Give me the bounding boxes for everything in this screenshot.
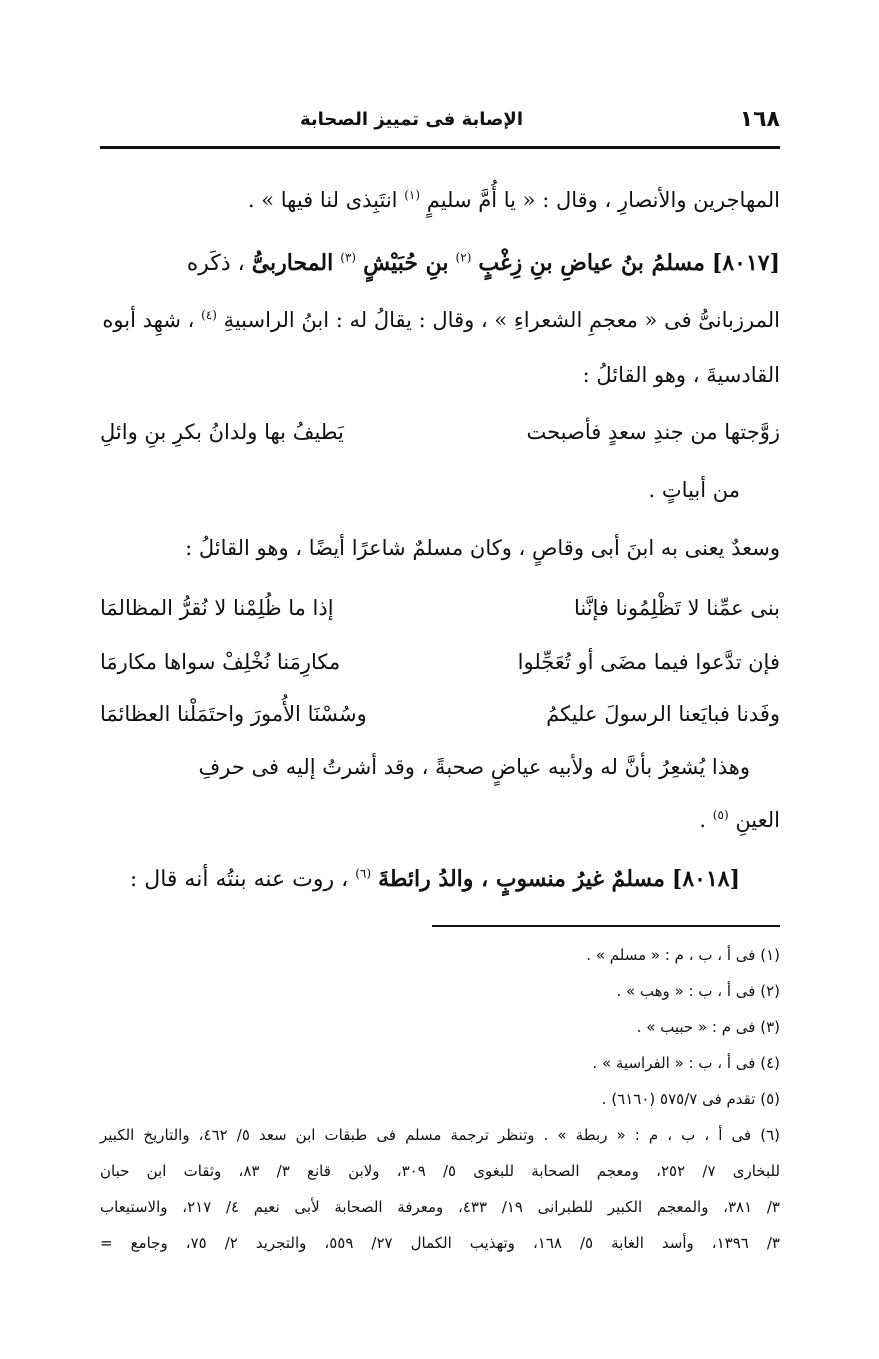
verse-3: [100, 650, 780, 674]
verse-1-second-hemistich: يَطيفُ بها ولدانُ بكرِ بنِ وائلِ: [100, 420, 344, 444]
verse-1: [100, 420, 780, 444]
text-line-7: وسعدٌ يعنى به ابنَ أبى وقاصٍ ، وكان مسلمٌ شاعرًا أيضًا ، وهو القائلُ :: [185, 536, 780, 560]
page-number: ١٦٨: [739, 106, 780, 132]
text-line-3: المرزبانىُّ فى « معجمِ الشعراءِ » ، وقال : يقالُ له : ابنُ الراسبيةِ $^{(٤)}$ ، شهِد أبوه: [102, 308, 780, 332]
verse-2-first-hemistich: بنى عمِّنا لا تَظْلِمُونا فإنَّنا: [573, 596, 780, 620]
verse-2-second-hemistich: إذا ما ظُلِمْنا لا نُقرُّ المظالمَا: [100, 596, 334, 620]
running-title: الإصابة فى تمييز الصحابة: [300, 108, 523, 130]
page-header: [100, 100, 780, 138]
verse-3-second-hemistich: مكارِمَنا نُخْلِفْ سواها مكارمَا: [100, 650, 341, 674]
header-rule: [100, 146, 780, 149]
footnote-4: (٤) فى أ ، ب : « الفراسية » .: [592, 1054, 780, 1072]
text-line-1: المهاجرين والأنصارِ ، وقال : « يا أُمَّ سليمٍ $^{(١)}$ انتَبِذى لنا فيها » .: [247, 188, 780, 212]
footnote-6-line-1: (٦) فى أ ، ب ، م : « ربطة » . وتنظر ترجمة مسلم فى طبقات ابن سعد ٥/ ٤٦٢، والتاريخ الكبير: [100, 1126, 780, 1144]
verse-1-first-hemistich: زوَّجتها من جندِ سعدٍ فأصبحت: [526, 420, 780, 444]
text-line-4: القادسيةَ ، وهو القائلُ :: [582, 363, 780, 387]
footnote-5: (٥) تقدم فى ٥٧٥/٧ (٦١٦٠) .: [601, 1090, 780, 1108]
verse-4: [100, 702, 780, 726]
footnote-ref-1: (١): [404, 188, 421, 202]
footnote-1: (١) فى أ ، ب ، م : « مسلم » .: [586, 946, 780, 964]
text-line-12: العينِ $^{(٥)}$ .: [699, 808, 780, 832]
text-line-6: من أبياتٍ .: [648, 478, 740, 502]
footnote-6-line-3: ٣/ ٣٨١، والمعجم الكبير للطبرانى ١٩/ ٤٣٣، ومعرفة الصحابة لأبى نعيم ٤/ ٢١٧، والاستيعاب: [100, 1198, 780, 1216]
verse-3-first-hemistich: فإن تدَّعوا فيما مضَى أو تُعَجِّلوا: [517, 650, 780, 674]
entry-8018-heading: [٨٠١٨] مسلمٌ غيرُ منسوبٍ ، والدُ رائطةَ $^{(٦)}$ ، روت عنه بنتُه أنه قال :: [129, 866, 740, 892]
footnote-rule: [432, 925, 780, 927]
entry-number: [٨٠١٨]: [671, 866, 740, 892]
text-line-11: وهذا يُشعِرُ بأنَّ له ولأبيه عياضٍ صحبةً ، وقد أشرتُ إليه فى حرفِ: [198, 755, 750, 779]
footnote-ref-5: (٥): [712, 808, 729, 822]
footnote-2: (٢) فى أ ، ب : « وهب » .: [616, 982, 780, 1000]
footnote-ref-3: (٣): [340, 250, 357, 265]
verse-4-first-hemistich: وفَدنا فبايَعنا الرسولَ عليكمُ: [546, 702, 780, 726]
entry-number: [٨٠١٧]: [711, 250, 780, 276]
verse-4-second-hemistich: وسُسْنَا الأُمورَ واحتَمَلْنا العظائمَا: [100, 702, 367, 726]
footnote-ref-6: (٦): [355, 866, 372, 881]
footnote-ref-4: (٤): [201, 308, 217, 322]
footnote-6-line-4: ٣/ ١٣٩٦، وأسد الغابة ٥/ ١٦٨، وتهذيب الكمال ٢٧/ ٥٥٩، والتجريد ٢/ ٧٥، وجامع =: [100, 1234, 780, 1252]
verse-2: [100, 596, 780, 620]
entry-8017-heading: [٨٠١٧] مسلمُ بنُ عياضِ بنِ زِغْبٍ $^{(٢)}$ بنِ حُبَيْشٍ $^{(٣)}$ المحاربىُّ ، ذكَره: [186, 250, 780, 276]
footnote-3: (٣) فى م : « حبيب » .: [636, 1018, 780, 1036]
footnote-ref-2: (٢): [455, 250, 472, 265]
footnote-6-line-2: للبخارى ٧/ ٢٥٢، ومعجم الصحابة للبغوى ٥/ ٣٠٩، ولابن قانع ٣/ ٨٣، وثقات ابن حبان: [100, 1162, 781, 1180]
